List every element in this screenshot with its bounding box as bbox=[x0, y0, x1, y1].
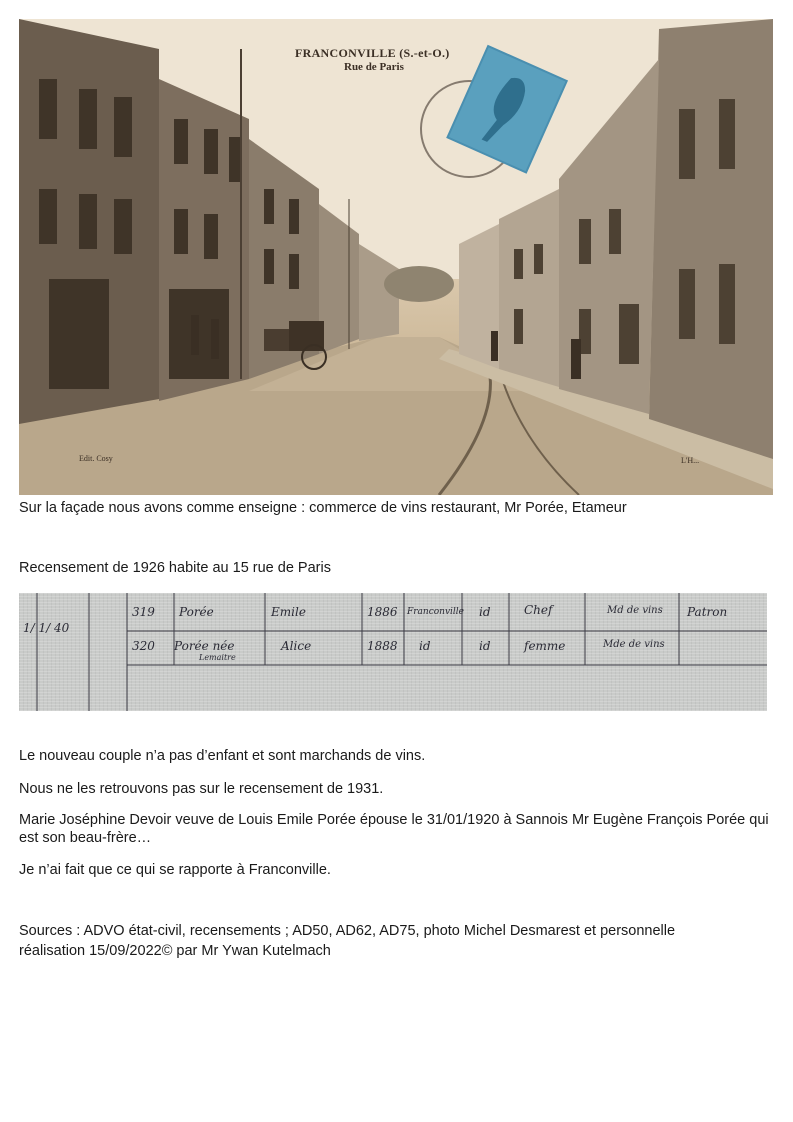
census-row2-surname: Porée née bbox=[174, 639, 235, 653]
census-heading: Recensement de 1926 habite au 15 rue de Paris bbox=[19, 560, 331, 576]
postcard-title: FRANCONVILLE (S.-et-O.) bbox=[295, 46, 450, 60]
postcard-editor: Edit. Cosy bbox=[79, 454, 113, 463]
postcard-subtitle: Rue de Paris bbox=[344, 61, 404, 73]
postcard-photo bbox=[19, 19, 773, 495]
census-row1-employer: Patron bbox=[687, 605, 728, 619]
census-left-marks: 1/ 1/ 40 bbox=[23, 621, 70, 635]
census-row2-first-name: Alice bbox=[281, 639, 312, 653]
census-row2-number: 320 bbox=[132, 639, 155, 653]
census-row2-relation: femme bbox=[524, 639, 566, 653]
census-row2-surname-note: Lemaitre bbox=[199, 653, 236, 662]
paragraph-marriage: Marie Joséphine Devoir veuve de Louis Emile Porée épouse le 31/01/1920 à Sannois Mr Eugène François Porée qui est son beau-frère… bbox=[19, 812, 769, 846]
paragraph-franconville: Je n’ai fait que ce qui se rapporte à Franconville. bbox=[19, 862, 331, 878]
census-row2-place: id bbox=[419, 639, 431, 653]
postcard-publisher-mark: L'H... bbox=[681, 456, 700, 465]
census-row1-year: 1886 bbox=[367, 605, 398, 619]
caption-facade: Sur la façade nous avons comme enseigne : commerce de vins restaurant, Mr Porée, Etameur bbox=[19, 500, 627, 516]
paragraph-census-1931: Nous ne les retrouvons pas sur le recensement de 1931. bbox=[19, 781, 384, 797]
census-row1-occupation: Md de vins bbox=[607, 605, 663, 616]
census-row2-occupation: Mde de vins bbox=[603, 639, 665, 650]
census-register-scan bbox=[19, 593, 767, 711]
street-scene bbox=[19, 19, 773, 495]
credits-line: réalisation 15/09/2022© par Mr Ywan Kutelmach bbox=[19, 943, 331, 959]
census-row2-year: 1888 bbox=[367, 639, 398, 653]
census-row1-first-name: Emile bbox=[271, 605, 306, 619]
paragraph-couple: Le nouveau couple n’a pas d’enfant et sont marchands de vins. bbox=[19, 748, 426, 764]
census-row2-nationality: id bbox=[479, 639, 491, 653]
census-row1-relation: Chef bbox=[524, 603, 553, 617]
census-row1-number: 319 bbox=[132, 605, 155, 619]
census-row1-surname: Porée bbox=[179, 605, 214, 619]
census-row1-place: Franconville bbox=[407, 607, 465, 617]
sources-line: Sources : ADVO état-civil, recensements ; AD50, AD62, AD75, photo Michel Desmarest et personnelle bbox=[19, 923, 676, 939]
census-row1-nationality: id bbox=[479, 605, 491, 619]
